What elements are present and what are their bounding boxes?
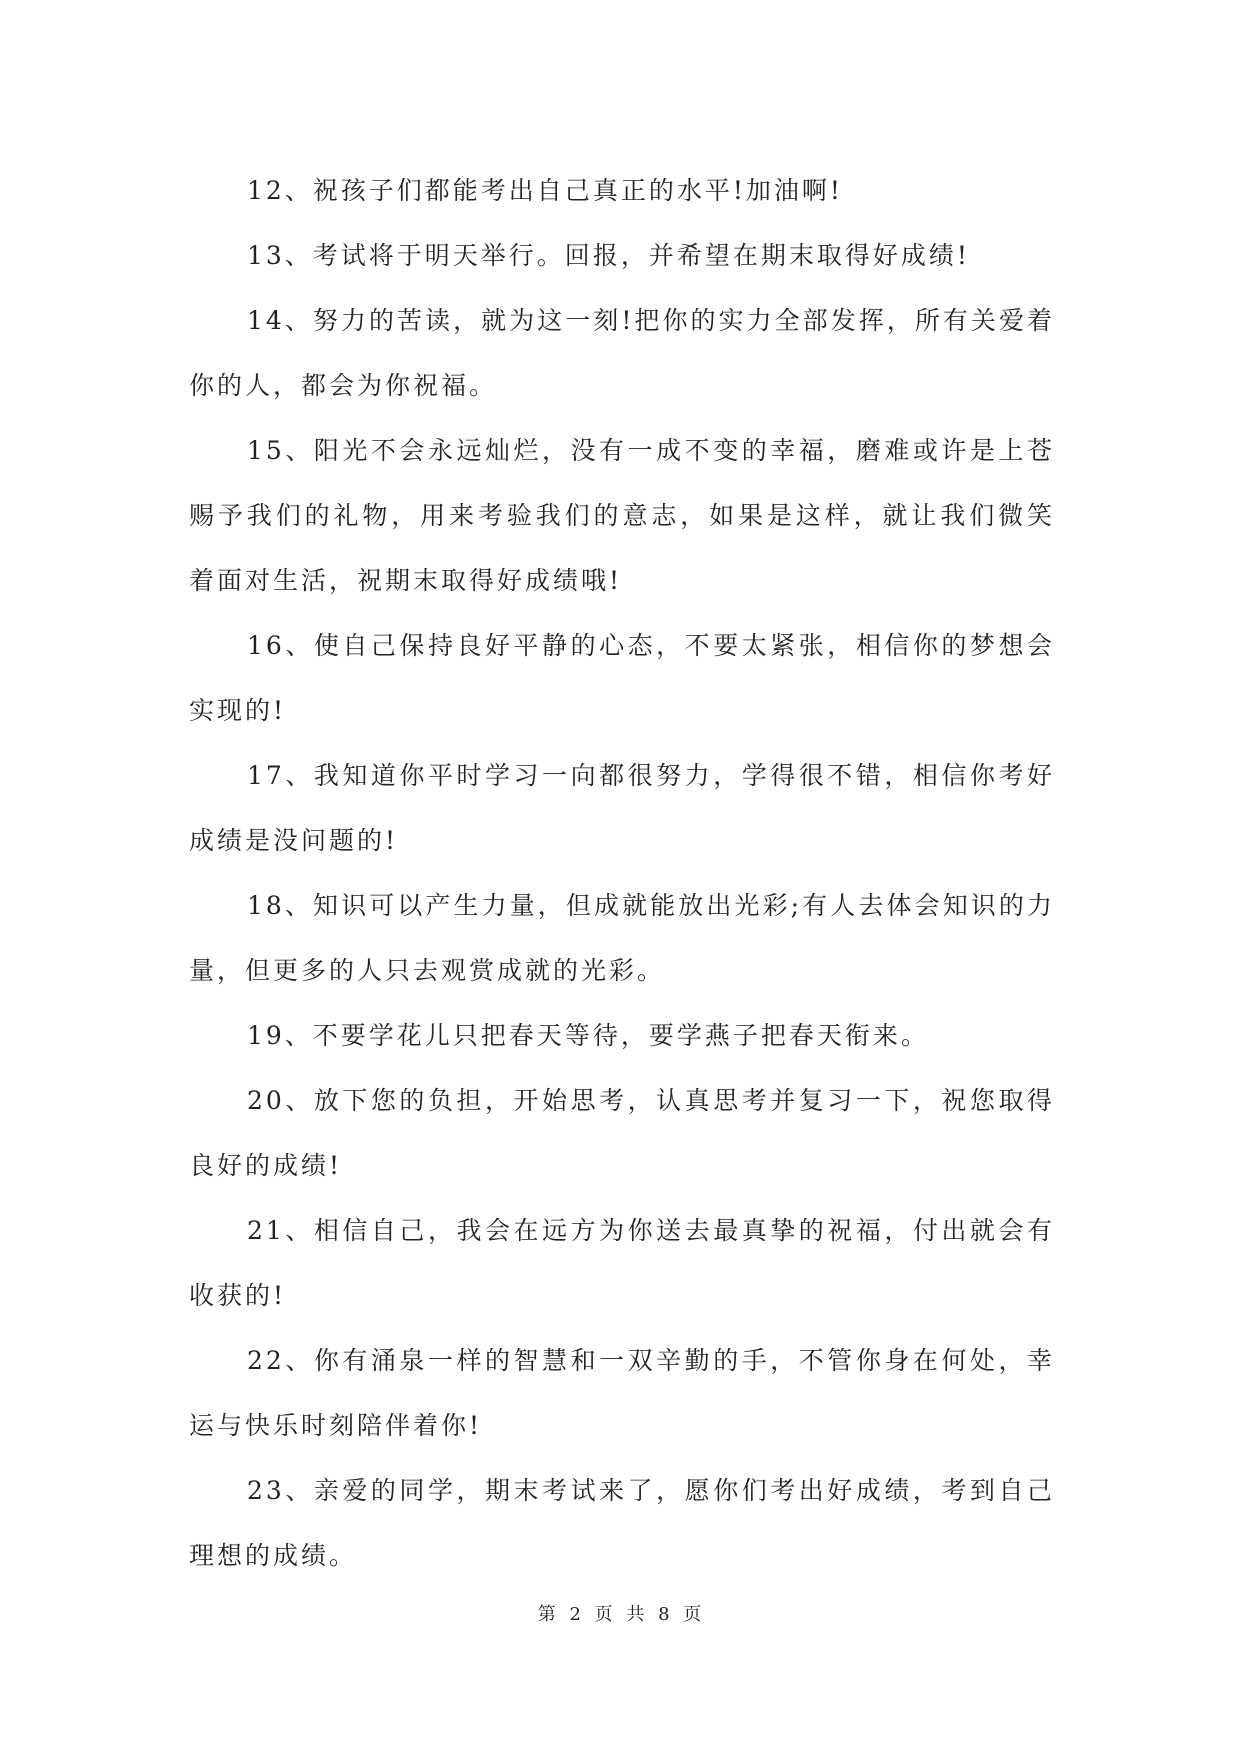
footer-current-page: 2: [569, 1604, 583, 1625]
footer-total-pages: 8: [658, 1604, 672, 1625]
paragraph-15: 15、阳光不会永远灿烂，没有一成不变的幸福，磨难或许是上苍赐予我们的礼物，用来考验我们的意志，如果是这样，就让我们微笑着面对生活，祝期末取得好成绩哦!: [189, 436, 1055, 595]
paragraph-17: 17、我知道你平时学习一向都很努力，学得很不错，相信你考好成绩是没问题的!: [189, 761, 1055, 855]
paragraph-12: 12、祝孩子们都能考出自己真正的水平!加油啊!: [247, 176, 843, 205]
paragraph-19: 19、不要学花儿只把春天等待，要学燕子把春天衔来。: [247, 1021, 929, 1050]
paragraph-16: 16、使自己保持良好平静的心态，不要太紧张，相信你的梦想会实现的!: [189, 631, 1055, 725]
paragraph-13: 13、考试将于明天举行。回报，并希望在期末取得好成绩!: [247, 241, 970, 270]
document-body: [189, 158, 1055, 1588]
paragraph-20: 20、放下您的负担，开始思考，认真思考并复习一下，祝您取得良好的成绩!: [189, 1086, 1055, 1180]
paragraph-23: 23、亲爱的同学，期末考试来了，愿你们考出好成绩，考到自己理想的成绩。: [189, 1476, 1055, 1570]
footer-prefix: 第: [537, 1604, 558, 1625]
footer-total-word: 共: [626, 1604, 647, 1625]
paragraph-18: 18、知识可以产生力量，但成就能放出光彩;有人去体会知识的力量，但更多的人只去观赏成就的光彩。: [189, 891, 1055, 985]
paragraph-22: 22、你有涌泉一样的智慧和一双辛勤的手，不管你身在何处，幸运与快乐时刻陪伴着你!: [189, 1346, 1055, 1440]
footer-suffix: 页: [683, 1604, 704, 1625]
footer-page-word: 页: [594, 1604, 615, 1625]
page-footer: [0, 1600, 1241, 1626]
paragraph-14: 14、努力的苦读，就为这一刻!把你的实力全部发挥，所有关爱着你的人，都会为你祝福。: [189, 306, 1055, 400]
paragraph-21: 21、相信自己，我会在远方为你送去最真挚的祝福，付出就会有收获的!: [189, 1216, 1055, 1310]
